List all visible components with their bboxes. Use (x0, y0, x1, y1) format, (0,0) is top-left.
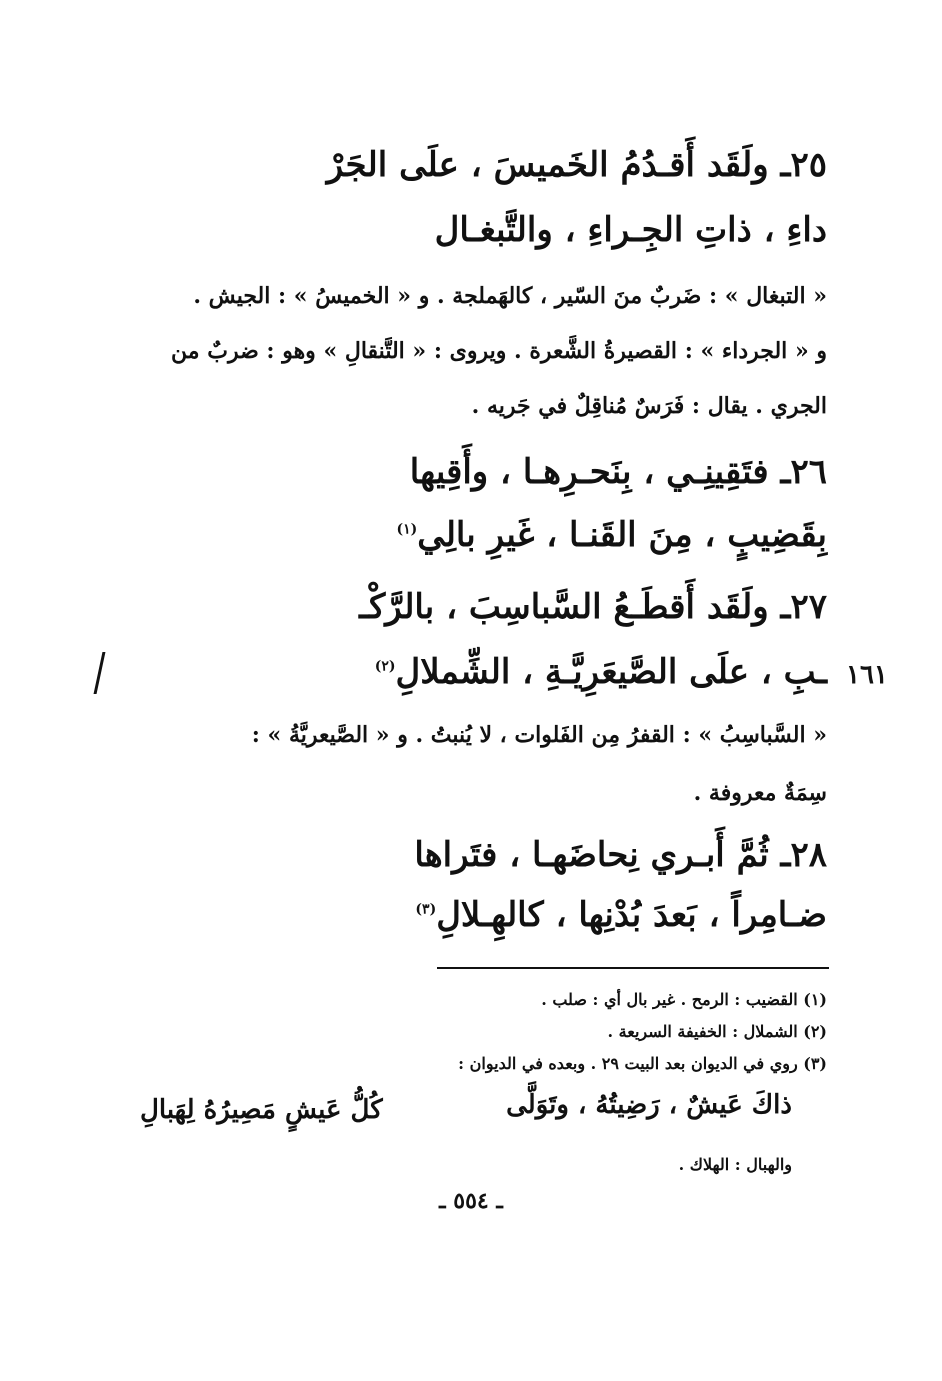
verse-27-first-hemistich (359, 587, 827, 627)
hemistich-text: ـبِ ، علَى الصَّيعَرِيَّـةِ ، الشِّملالِ (395, 652, 827, 692)
footnote-1: (١) القضيب : الرمح . غير بال أي : صلب . (541, 990, 827, 1009)
verse-number: ٢٦ (790, 452, 827, 492)
footnote-ref-3: (٣) (415, 901, 437, 918)
footnote-ref-1: (١) (396, 521, 418, 538)
footnote-ref-2: (٢) (374, 658, 396, 675)
gloss-25-line-2: و « الجرداء » : القصيرةُ الشَّعرة . ويروى : « التَّنقالِ » وهو : ضربٌ من (171, 338, 827, 364)
footnote-verse-second: كُلُّ عَيشٍ مَصِيرُهُ لِهَبالِ (140, 1095, 383, 1125)
verse-25-first-hemistich (327, 145, 827, 185)
verse-26-first-hemistich (410, 452, 827, 492)
hemistich-text: ـ ولَقَد أَقـدُمُ الخَميسَ ، علَى الجَرْ (326, 145, 791, 185)
verse-25-second-hemistich: داءِ ، ذاتِ الجِـراءِ ، والتَّبغـال (434, 210, 827, 250)
margin-bar (94, 652, 106, 694)
hemistich-text: بِقَضِيبٍ ، مِنَ القَنـا ، غَيرِ بالِي (417, 515, 827, 555)
footnote-2: (٢) الشملال : الخفيفة السريعة . (607, 1022, 827, 1041)
verse-26-second-hemistich (396, 515, 827, 555)
margin-number: ١٦١ (846, 660, 888, 690)
gloss-25-line-3: الجري . يقال : فَرَسٌ مُناقِلٌ في جَريه . (471, 393, 827, 419)
footnote-extra-gloss: والهبال : الهلاك . (678, 1155, 792, 1174)
hemistich-text: ـ ثُمَّ أَبـري نِحاضَهـا ، فتَراها (414, 835, 791, 875)
gloss-27-line-1: « السَّباسِبُ » : القفرُ مِن الفَلوات ، لا يُنبتُ . و « الصَّيعريَّةُ » : (251, 722, 827, 748)
hemistich-text: ضـامِراً ، بَعدَ بُدْنِها ، كالهِـلالِ (436, 895, 827, 935)
gloss-27-line-2: سِمَةٌ معروفة . (693, 780, 827, 806)
verse-28-second-hemistich (415, 895, 827, 935)
verse-27-second-hemistich (375, 652, 827, 692)
hemistich-text: ـ ولَقَد أَقطَـعُ السَّباسِبَ ، بالرَّكْـ (359, 587, 791, 627)
footnote-verse-first: ذاكَ عَيشٌ ، رَضِيتُهُ ، وتَوَلَّى (506, 1090, 792, 1120)
verse-number: ٢٧ (790, 587, 827, 627)
footnote-separator (437, 967, 829, 969)
verse-28-first-hemistich (414, 835, 827, 875)
verse-number: ٢٥ (790, 145, 827, 185)
footnote-3: (٣) روي في الديوان بعد البيت ٢٩ . وبعده في الديوان : (458, 1054, 827, 1073)
gloss-25-line-1: « التبغال » : ضَربٌ منَ السّير ، كالهَملجة . و « الخميسُ » : الجيش . (193, 283, 827, 309)
page-number: ـ ٥٥٤ ـ (439, 1188, 503, 1214)
verse-number: ٢٨ (790, 835, 827, 875)
hemistich-text: ـ فتَقِينِـي ، بِنَحـرِهـا ، وأَقِيها (409, 452, 791, 492)
